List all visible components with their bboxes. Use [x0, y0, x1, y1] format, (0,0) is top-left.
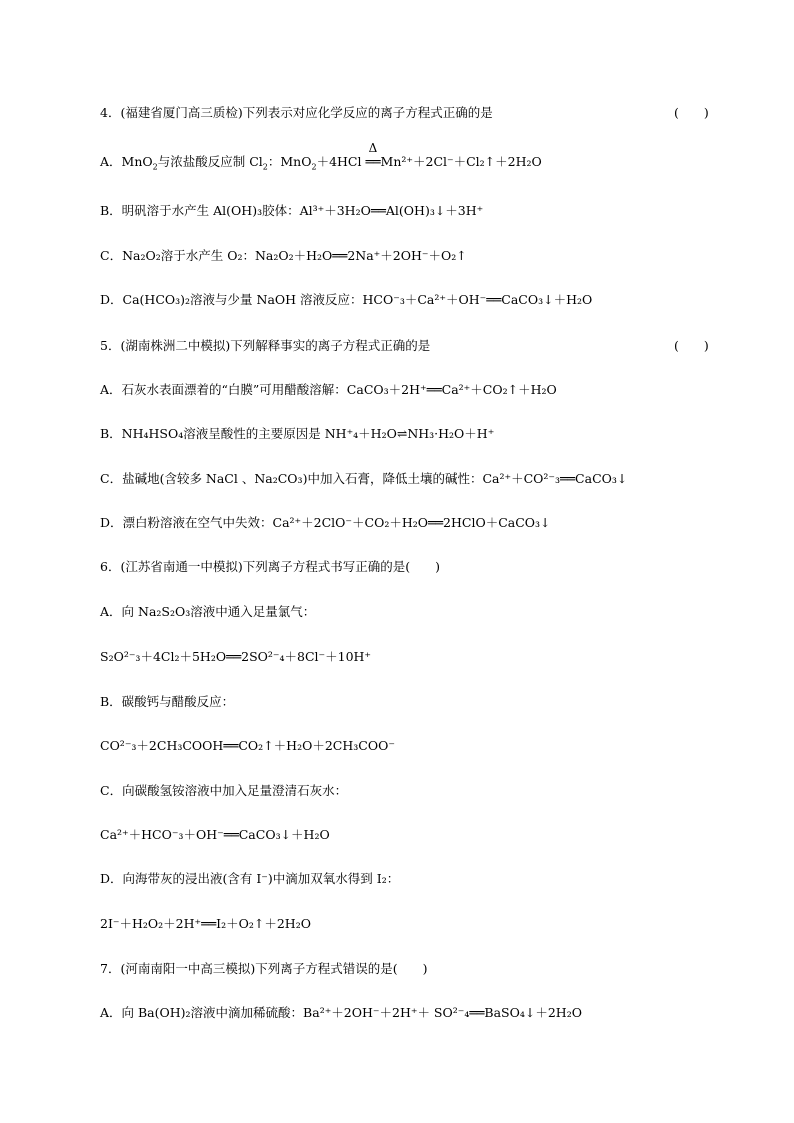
- question-4-option-b: B．明矾溶于水产生 Al(OH)₃胶体：Al³⁺＋3H₂O══Al(OH)₃↓＋3H⁺: [100, 203, 484, 218]
- option-a-prefix: A．MnO: [100, 154, 153, 169]
- question-6-option-d: D．向海带灰的浸出液(含有 I⁻)中滴加双氧水得到 I₂：: [100, 871, 400, 886]
- subscript-2: 2: [262, 162, 268, 172]
- option-a-text: 与浓盐酸反应制 Cl: [157, 154, 263, 169]
- question-4-option-d: D．Ca(HCO₃)₂溶液与少量 NaOH 溶液反应：HCO⁻₃＋Ca²⁺＋OH⁻══CaCO₃↓＋H₂O: [100, 292, 593, 307]
- question-4-option-c: C．Na₂O₂溶于水产生 O₂：Na₂O₂＋H₂O══2Na⁺＋2OH⁻＋O₂↑: [100, 248, 467, 263]
- question-4-option-a: [100, 141, 734, 177]
- question-4-stem: [100, 104, 734, 122]
- option-a-products: Mn²⁺＋2Cl⁻＋Cl₂↑＋2H₂O: [380, 154, 542, 169]
- question-6-option-c: C．向碳酸氢铵溶液中加入足量澄清石灰水：: [100, 783, 348, 798]
- question-5-stem-text: 5．(湖南株洲二中模拟)下列解释事实的离子方程式正确的是: [100, 338, 431, 353]
- delta-symbol: Δ: [368, 141, 378, 155]
- question-6-stem: 6．(江苏省南通一中模拟)下列离子方程式书写正确的是( ): [100, 559, 440, 574]
- question-5-option-a: A．石灰水表面漂着的“白膜”可用醋酸溶解：CaCO₃＋2H⁺══Ca²⁺＋CO₂↑＋H₂O: [100, 382, 557, 397]
- subscript-2: 2: [311, 162, 317, 172]
- question-5-option-c: C．盐碱地(含较多 NaCl 、Na₂CO₃)中加入石膏，降低土壤的碱性：Ca²⁺＋CO²⁻₃══CaCO₃↓: [100, 471, 628, 486]
- question-6-option-a-equation: S₂O²⁻₃＋4Cl₂＋5H₂O══2SO²⁻₄＋8Cl⁻＋10H⁺: [100, 649, 372, 664]
- question-7-option-a: A．向 Ba(OH)₂溶液中滴加稀硫酸：Ba²⁺＋2OH⁻＋2H⁺＋ SO²⁻₄══BaSO₄↓＋2H₂O: [100, 1005, 582, 1020]
- question-5-option-b: B．NH₄HSO₄溶液呈酸性的主要原因是 NH⁺₄＋H₂O⇌NH₃·H₂O＋H⁺: [100, 426, 495, 441]
- question-6-option-c-equation: Ca²⁺＋HCO⁻₃＋OH⁻══CaCO₃↓＋H₂O: [100, 827, 330, 842]
- option-a-text-2: ：MnO: [267, 154, 312, 169]
- question-6-option-d-equation: 2I⁻＋H₂O₂＋2H⁺══I₂＋O₂↑＋2H₂O: [100, 916, 311, 931]
- heated-reaction-arrow: [365, 141, 381, 171]
- question-5-answer-bracket: ( ): [674, 338, 709, 353]
- subscript-2: 2: [152, 162, 158, 172]
- option-a-text-3: ＋4HCl: [316, 154, 362, 169]
- question-7-stem: 7．(河南南阳一中高三模拟)下列离子方程式错误的是( ): [100, 961, 428, 976]
- equals-arrow: ══: [365, 154, 381, 169]
- question-4-stem-text: 4．(福建省厦门高三质检)下列表示对应化学反应的离子方程式正确的是: [100, 105, 493, 120]
- question-5-stem: [100, 337, 734, 355]
- question-6-option-a: A．向 Na₂S₂O₃溶液中通入足量氯气：: [100, 604, 316, 619]
- question-6-option-b: B．碳酸钙与醋酸反应：: [100, 694, 235, 709]
- question-4-answer-bracket: ( ): [674, 105, 709, 120]
- question-5-option-d: D．漂白粉溶液在空气中失效：Ca²⁺＋2ClO⁻＋CO₂＋H₂O══2HClO＋CaCO₃↓: [100, 515, 551, 530]
- question-6-option-b-equation: CO²⁻₃＋2CH₃COOH══CO₂↑＋H₂O＋2CH₃COO⁻: [100, 738, 395, 753]
